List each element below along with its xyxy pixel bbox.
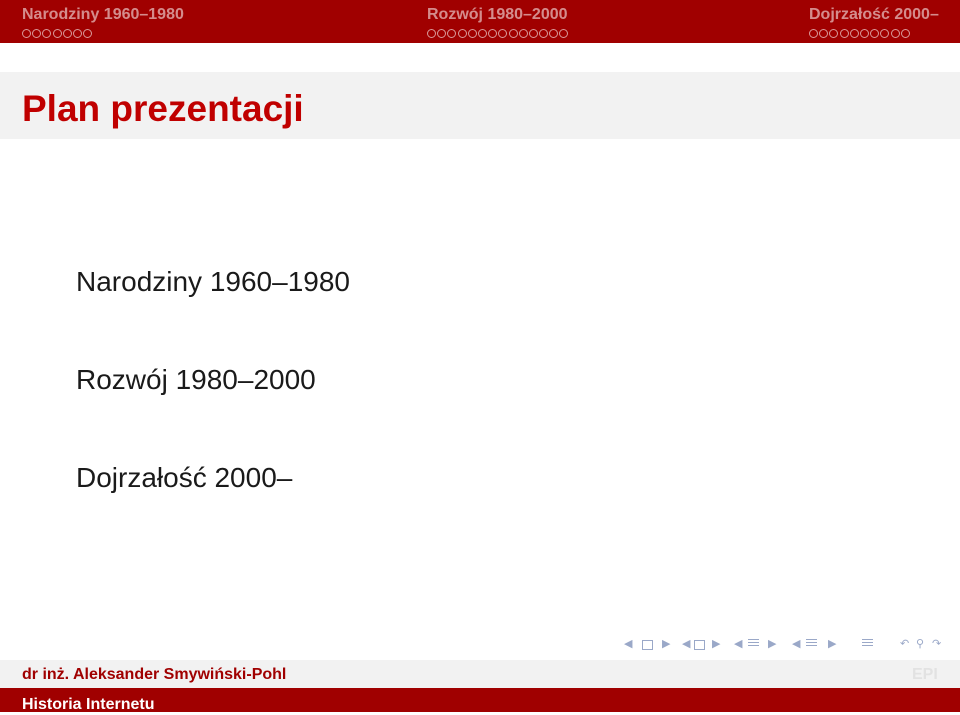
nav-subsection-dot[interactable] <box>901 29 910 38</box>
section-icon[interactable] <box>806 636 817 653</box>
nav-section-title: Rozwój 1980–2000 <box>427 6 568 23</box>
next-arrow-icon[interactable]: ▶ <box>828 638 837 650</box>
author-name: dr inż. Aleksander Smywiński-Pohl <box>22 666 287 683</box>
nav-section-title: Dojrzałość 2000– <box>809 6 939 23</box>
nav-subsection-dot[interactable] <box>458 29 467 38</box>
nav-subsection-dot[interactable] <box>478 29 487 38</box>
toc-item-rozwoj[interactable]: Rozwój 1980–2000 <box>76 364 316 395</box>
navigation-symbols <box>624 636 954 652</box>
nav-subsection-dots[interactable] <box>22 29 184 39</box>
nav-subsection-dot[interactable] <box>427 29 436 38</box>
frame-icon[interactable] <box>642 636 653 655</box>
nav-subsection-dot[interactable] <box>509 29 518 38</box>
presentation-short-title: Historia Internetu <box>22 696 155 713</box>
nav-section-title: Narodziny 1960–1980 <box>22 6 184 23</box>
nav-subsection-dot[interactable] <box>880 29 889 38</box>
next-arrow-icon[interactable]: ▶ <box>768 638 777 650</box>
nav-subsection-dots[interactable] <box>427 29 570 39</box>
nav-subsection-dot[interactable] <box>53 29 62 38</box>
next-arrow-icon[interactable]: ▶ <box>712 638 721 650</box>
prev-arrow-icon[interactable]: ◀ <box>734 638 743 650</box>
nav-subsection-dot[interactable] <box>73 29 82 38</box>
institute-label: EPI <box>912 666 938 683</box>
nav-subsection-dot[interactable] <box>559 29 568 38</box>
nav-subsection-dot[interactable] <box>488 29 497 38</box>
nav-subsection-dot[interactable] <box>891 29 900 38</box>
nav-subsection-dot[interactable] <box>829 29 838 38</box>
nav-subsection-dot[interactable] <box>809 29 818 38</box>
footer-author-bar <box>0 660 960 688</box>
presentation-icon[interactable] <box>862 636 873 653</box>
nav-subsection-dot[interactable] <box>819 29 828 38</box>
nav-section-narodziny[interactable] <box>22 6 184 39</box>
nav-subsection-dot[interactable] <box>860 29 869 38</box>
nav-subsection-dot[interactable] <box>850 29 859 38</box>
nav-section-dojrzalosc[interactable] <box>809 6 939 39</box>
nav-subsection-dot[interactable] <box>447 29 456 38</box>
nav-subsection-dot[interactable] <box>63 29 72 38</box>
section-icon[interactable] <box>748 636 759 653</box>
nav-subsection-dots[interactable] <box>809 29 939 39</box>
nav-subsection-dot[interactable] <box>437 29 446 38</box>
nav-section-rozwoj[interactable] <box>427 6 570 39</box>
nav-subsection-dot[interactable] <box>529 29 538 38</box>
header-navigation-bar <box>0 0 960 43</box>
next-arrow-icon[interactable]: ▶ <box>662 638 671 650</box>
prev-arrow-icon[interactable]: ◀ <box>682 638 691 650</box>
footer-title-bar <box>0 688 960 712</box>
nav-subsection-dot[interactable] <box>22 29 31 38</box>
nav-subsection-dot[interactable] <box>468 29 477 38</box>
prev-arrow-icon[interactable]: ◀ <box>624 638 633 650</box>
page-title: Plan prezentacji <box>22 88 304 129</box>
toc-item-dojrzalosc[interactable]: Dojrzałość 2000– <box>76 462 293 493</box>
toc-item-narodziny[interactable]: Narodziny 1960–1980 <box>76 266 350 297</box>
nav-subsection-dot[interactable] <box>870 29 879 38</box>
nav-subsection-dot[interactable] <box>32 29 41 38</box>
nav-subsection-dot[interactable] <box>539 29 548 38</box>
nav-subsection-dot[interactable] <box>840 29 849 38</box>
nav-subsection-dot[interactable] <box>42 29 51 38</box>
frame-title-band <box>0 72 960 139</box>
back-icon[interactable]: ↶ <box>900 638 910 650</box>
nav-subsection-dot[interactable] <box>498 29 507 38</box>
prev-arrow-icon[interactable]: ◀ <box>792 638 801 650</box>
forward-icon[interactable]: ↷ <box>932 638 942 650</box>
nav-subsection-dot[interactable] <box>549 29 558 38</box>
search-icon[interactable]: ⚲ <box>916 638 925 650</box>
nav-subsection-dot[interactable] <box>519 29 528 38</box>
subsection-icon[interactable] <box>694 636 705 655</box>
nav-subsection-dot[interactable] <box>83 29 92 38</box>
